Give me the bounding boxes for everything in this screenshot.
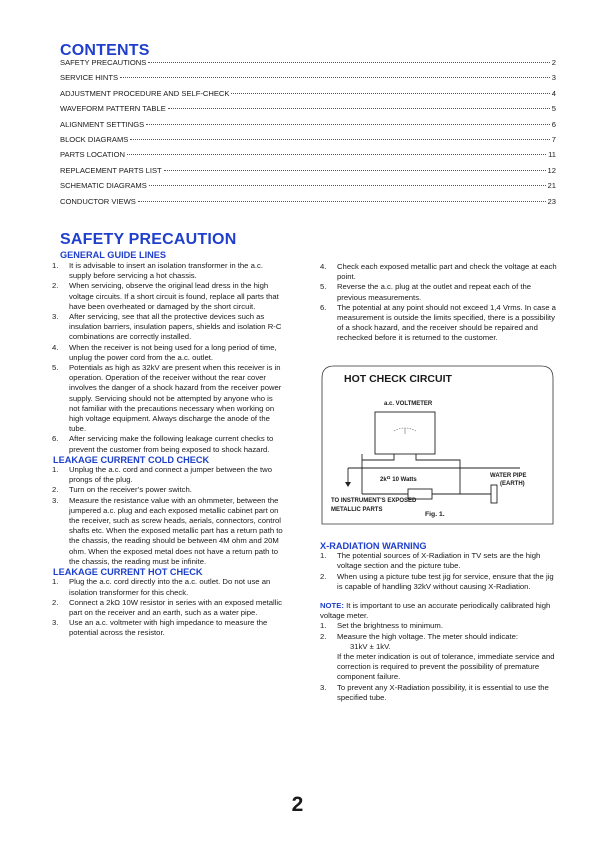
earth-label: (EARTH): [500, 481, 525, 487]
hot-check-list: [52, 577, 284, 638]
tolerance-text: If the meter indication is out of tolerance, immediate service and correction is required to prevent the possibility of premature component failure.: [337, 652, 555, 682]
safety-title: SAFETY PRECAUTION: [60, 231, 237, 248]
cold-check-list: [52, 465, 284, 567]
general-guidelines-heading: GENERAL GUIDE LINES: [60, 250, 167, 260]
list-item: 6. After servicing make the following leakage current checks to prevent the customer from being exposed to shock hazard.: [52, 434, 274, 454]
toc-entry[interactable]: SERVICE HINTS 3: [60, 73, 556, 83]
note-list-last: [320, 683, 558, 703]
list-item: 3. Use an a.c. voltmeter with high impedance to measure the potential across the resistor.: [52, 618, 268, 638]
list-item: 3. To prevent any X-Radiation possibility, it is essential to use the specified tube.: [320, 682, 549, 702]
list-item: 2. Turn on the receiver’s power switch.: [52, 485, 192, 495]
voltmeter-label: a.c. VOLTMETER: [384, 401, 433, 407]
xray-section: [320, 541, 558, 703]
resistor-value: $2k^\Omega$ 10 Watts: [380, 475, 417, 483]
water-pipe-symbol: [491, 485, 497, 503]
general-guidelines-list: [52, 261, 284, 455]
high-voltage-value: 31kV ± 1kV.: [350, 641, 391, 651]
list-item: 1. Set the brightness to minimum.: [320, 621, 443, 631]
xray-list: [320, 551, 558, 592]
list-item: 6. The potential at any point should not exceed 1,4 Vrms. In case a measurement is outside the limits specified, there is a possibility of a shock hazard, and the receiver should be repaired and rechecked before it is returned to the customer.: [320, 302, 556, 343]
right-column: [320, 262, 558, 344]
note-paragraph: [320, 601, 558, 621]
list-item: 2. Connect a 2kΩ 10W resistor in series with an exposed metallic part on the receiver and an earth, such as a water pipe.: [52, 597, 282, 617]
note-label: NOTE:: [320, 601, 344, 611]
page-number: 2: [291, 793, 304, 816]
contents-title: CONTENTS: [60, 42, 150, 59]
hot-check-heading: LEAKAGE CURRENT HOT CHECK: [53, 567, 203, 578]
list-item: 3. After servicing, see that all the protective devices such as insulation barriers, insulation papers, shields and isolation R-C combinations are correctly installed.: [52, 312, 282, 342]
list-item: 2. When servicing, observe the original lead dress in the high voltage circuits. If a short circuit is found, replace all parts that have been overheated or damaged by the short circuit.: [52, 281, 279, 311]
list-item: 1. It is advisable to insert an isolation transformer in the a.c. supply before servicing a hot chassis.: [52, 261, 263, 281]
hot-check-list-continued: [320, 262, 558, 344]
circuit-svg: [320, 364, 555, 526]
toc-entry[interactable]: SCHEMATIC DIAGRAMS 21: [60, 181, 556, 191]
list-item: 2. Measure the high voltage. The meter should indicate:: [320, 631, 519, 641]
list-item: 4. Check each exposed metallic part and check the voltage at each point.: [320, 262, 557, 282]
table-of-contents: [60, 58, 556, 212]
circuit-wire: [362, 454, 394, 460]
toc-entry[interactable]: BLOCK DIAGRAMS 7: [60, 134, 556, 144]
xray-heading: X-RADIATION WARNING: [320, 541, 427, 551]
list-item: 1. Unplug the a.c. cord and connect a jumper between the two prongs of the plug.: [52, 465, 272, 485]
toc-entry[interactable]: CONDUCTOR VIEWS 23: [60, 196, 556, 206]
list-item: 5. Potentials as high as 32kV are present when this receiver is in operation. Operation of the receiver without the rear cover involves the danger of a shock hazard from the receiver power supply. Servicing should not be attempted by anyone who is not familiar with the precautions necessary when working on high voltage equipment. Always discharge the anode of the tube.: [52, 363, 282, 434]
note-text: It is important to use an accurate periodically calibrated high voltage meter.: [320, 601, 551, 621]
toc-entry[interactable]: SAFETY PRECAUTIONS 2: [60, 58, 556, 67]
cold-check-heading: LEAKAGE CURRENT COLD CHECK: [53, 454, 210, 465]
toc-entry[interactable]: REPLACEMENT PARTS LIST 12: [60, 165, 556, 175]
list-item: 1. Plug the a.c. cord directly into the a.c. outlet. Do not use an isolation transformer for this check.: [52, 577, 271, 597]
instrument-label-line2: METALLIC PARTS: [331, 507, 383, 513]
toc-entry[interactable]: WAVEFORM PATTERN TABLE 5: [60, 104, 556, 114]
list-item: 3. Measure the resistance value with an ohmmeter, between the jumpered a.c. plug and each exposed metallic cabinet part on the receiver, such as screw heads, aerials, connectors, control shafts etc. When the exposed metallic part has a return path to the chassis, the reading should be between 4M ohm and 20M ohm. When the exposed metal does not have a return path to the chassis, the reading must be infinite.: [52, 495, 283, 566]
left-column: [52, 261, 284, 639]
note-list: [320, 621, 558, 641]
instrument-label-line1: TO INSTRUMENT'S EXPOSED: [331, 498, 417, 504]
list-item: 4. When the receiver is not being used for a long period of time, unplug the power cord from the a.c. outlet.: [52, 342, 277, 362]
list-item: 5. Reverse the a.c. plug at the outlet and repeat each of the previous measurements.: [320, 282, 532, 302]
toc-entry[interactable]: ADJUSTMENT PROCEDURE AND SELF-CHECK 4: [60, 88, 556, 98]
toc-entry[interactable]: ALIGNMENT SETTINGS 6: [60, 119, 556, 129]
figure-label: Fig. 1.: [425, 511, 445, 518]
arrow-icon: [345, 482, 351, 487]
circuit-wire: [416, 454, 460, 494]
hot-check-circuit-diagram: [320, 364, 555, 526]
circuit-title: HOT CHECK CIRCUIT: [344, 373, 452, 385]
water-pipe-label: WATER PIPE: [490, 473, 527, 479]
list-item: 2. When using a picture tube test jig for service, ensure that the jig is capable of handling 32kV without causing X-Radiation.: [320, 571, 554, 591]
toc-entry[interactable]: PARTS LOCATION 11: [60, 150, 556, 160]
list-item: 1. The potential sources of X-Radiation in TV sets are the high voltage section and the picture tube.: [320, 551, 541, 571]
